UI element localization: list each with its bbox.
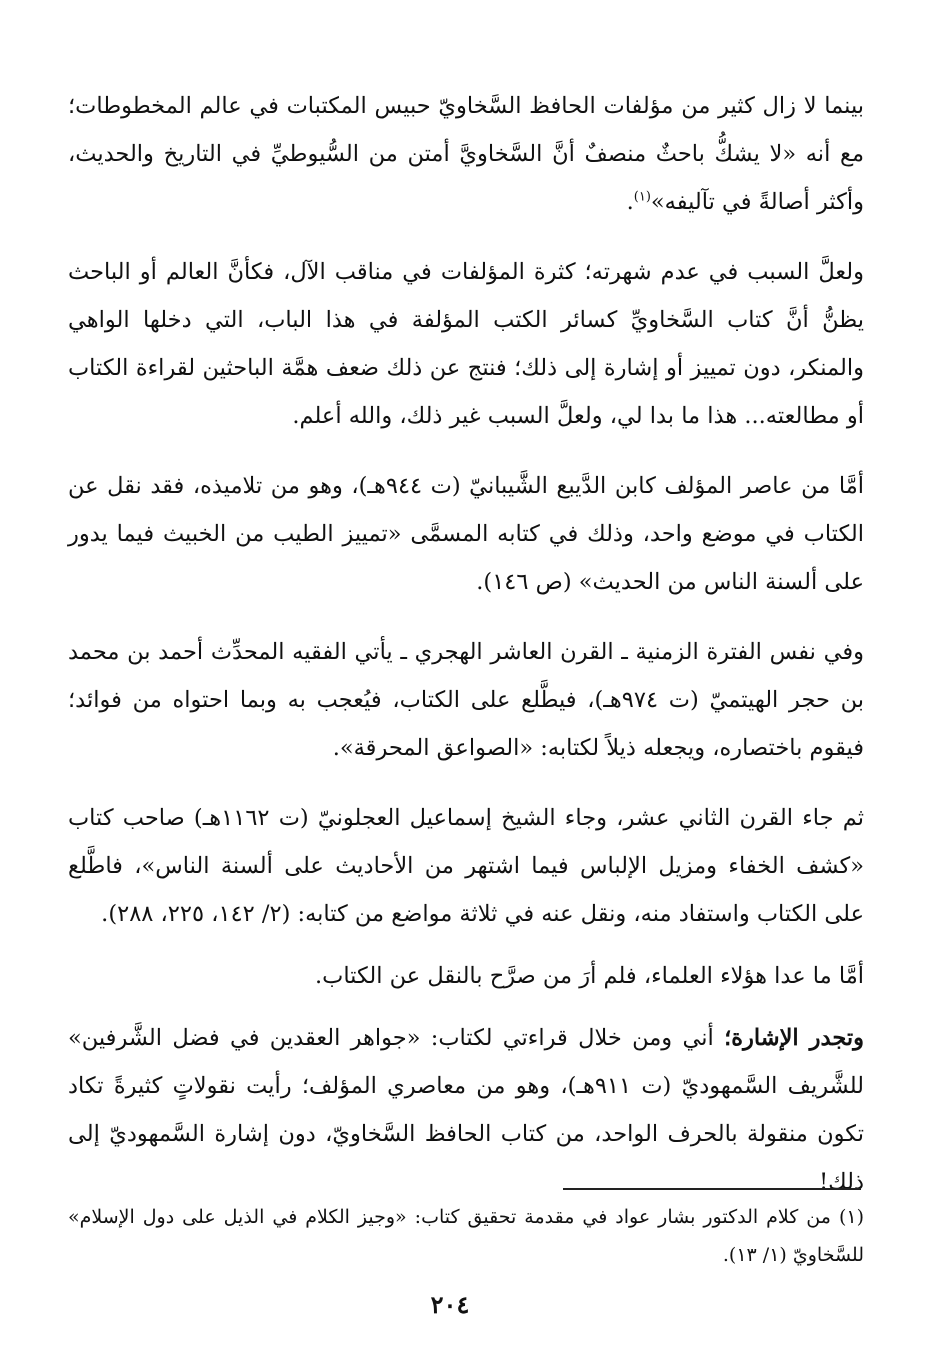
footnote-reference: (١)	[633, 189, 651, 205]
paragraph-7-text: أني ومن خلال قراءتي لكتاب: «جواهر العقدين في فضل الشَّرفين» للشَّريف السَّمهوديّ (ت ٩١١هـ)، وهو من معاصري المؤلف؛ رأيت نقولاتٍ كثيرةً تكاد تكون منقولة بالحرف الواحد، من كتاب الحافظ السَّخاويّ، دون إشارة السَّمهوديّ إلى ذلك!	[68, 1025, 864, 1195]
paragraph-7-lead: وتجدر الإشارة؛	[724, 1025, 864, 1051]
footnote: (١) من كلام الدكتور بشار عواد في مقدمة تحقيق كتاب: «وجيز الكلام في الذيل على دول الإسلام» للسَّخاويّ (١/ ١٣).	[68, 1206, 864, 1266]
paragraph-3: أمَّا من عاصر المؤلف كابن الدَّيبع الشَّيبانيّ (ت ٩٤٤هـ)، وهو من تلاميذه، فقد نقل عن الكتاب في موضع واحد، وذلك في كتابه المسمَّى «تمييز الطيب من الخبيث فيما يدور على ألسنة الناس من الحديث» (ص ١٤٦).	[68, 473, 864, 595]
footnote-divider	[563, 1188, 861, 1190]
paragraph-4: وفي نفس الفترة الزمنية ـ القرن العاشر الهجري ـ يأتي الفقيه المحدِّث أحمد بن محمد بن حجر الهيتميّ (ت ٩٧٤هـ)، فيطَّلع على الكتاب، فيُعجب به وبما احتواه من فوائد؛ فيقوم باختصاره، ويجعله ذيلاً لكتابه: «الصواعق المحرقة».	[68, 639, 865, 761]
paragraph-6: أمَّا ما عدا هؤلاء العلماء، فلم أرَ من صرَّح بالنقل عن الكتاب.	[314, 963, 864, 989]
paragraph-1-text: بينما لا زال كثير من مؤلفات الحافظ السَّخاويّ حبيس المكتبات في عالم المخطوطات؛ مع أنه «لا يشكُّ باحثٌ منصفٌ أنَّ السَّخاويَّ أمتن من السُّيوطيِّ في التاريخ والحديث، وأكثر أصالةً في تآليفه»	[68, 93, 864, 215]
paragraph-1-end: .	[626, 189, 634, 215]
paragraph-1	[68, 82, 864, 226]
paragraph-5: ثم جاء القرن الثاني عشر، وجاء الشيخ إسماعيل العجلونيّ (ت ١١٦٢هـ) صاحب كتاب «كشف الخفاء ومزيل الإلباس فيما اشتهر من الأحاديث على ألسنة الناس»، فاطَّلع على الكتاب واستفاد منه، ونقل عنه في ثلاثة مواضع من كتابه: (٢/ ١٤٢، ٢٢٥، ٢٨٨).	[68, 805, 864, 927]
paragraph-2: ولعلَّ السبب في عدم شهرته؛ كثرة المؤلفات في مناقب الآل، فكأنَّ العالم أو الباحث يظنُّ أنَّ كتاب السَّخاويِّ كسائر الكتب المؤلفة في هذا الباب، التي دخلها الواهي والمنكر، دون تمييز أو إشارة إلى ذلك؛ فنتج عن ذلك ضعف همَّة الباحثين لقراءة الكتاب أو مطالعته... هذا ما بدا لي، ولعلَّ السبب غير ذلك، والله أعلم.	[68, 259, 864, 429]
page-number: ٢٠٤	[430, 1290, 470, 1319]
paragraph-7	[68, 1014, 864, 1206]
main-text	[68, 82, 864, 1206]
